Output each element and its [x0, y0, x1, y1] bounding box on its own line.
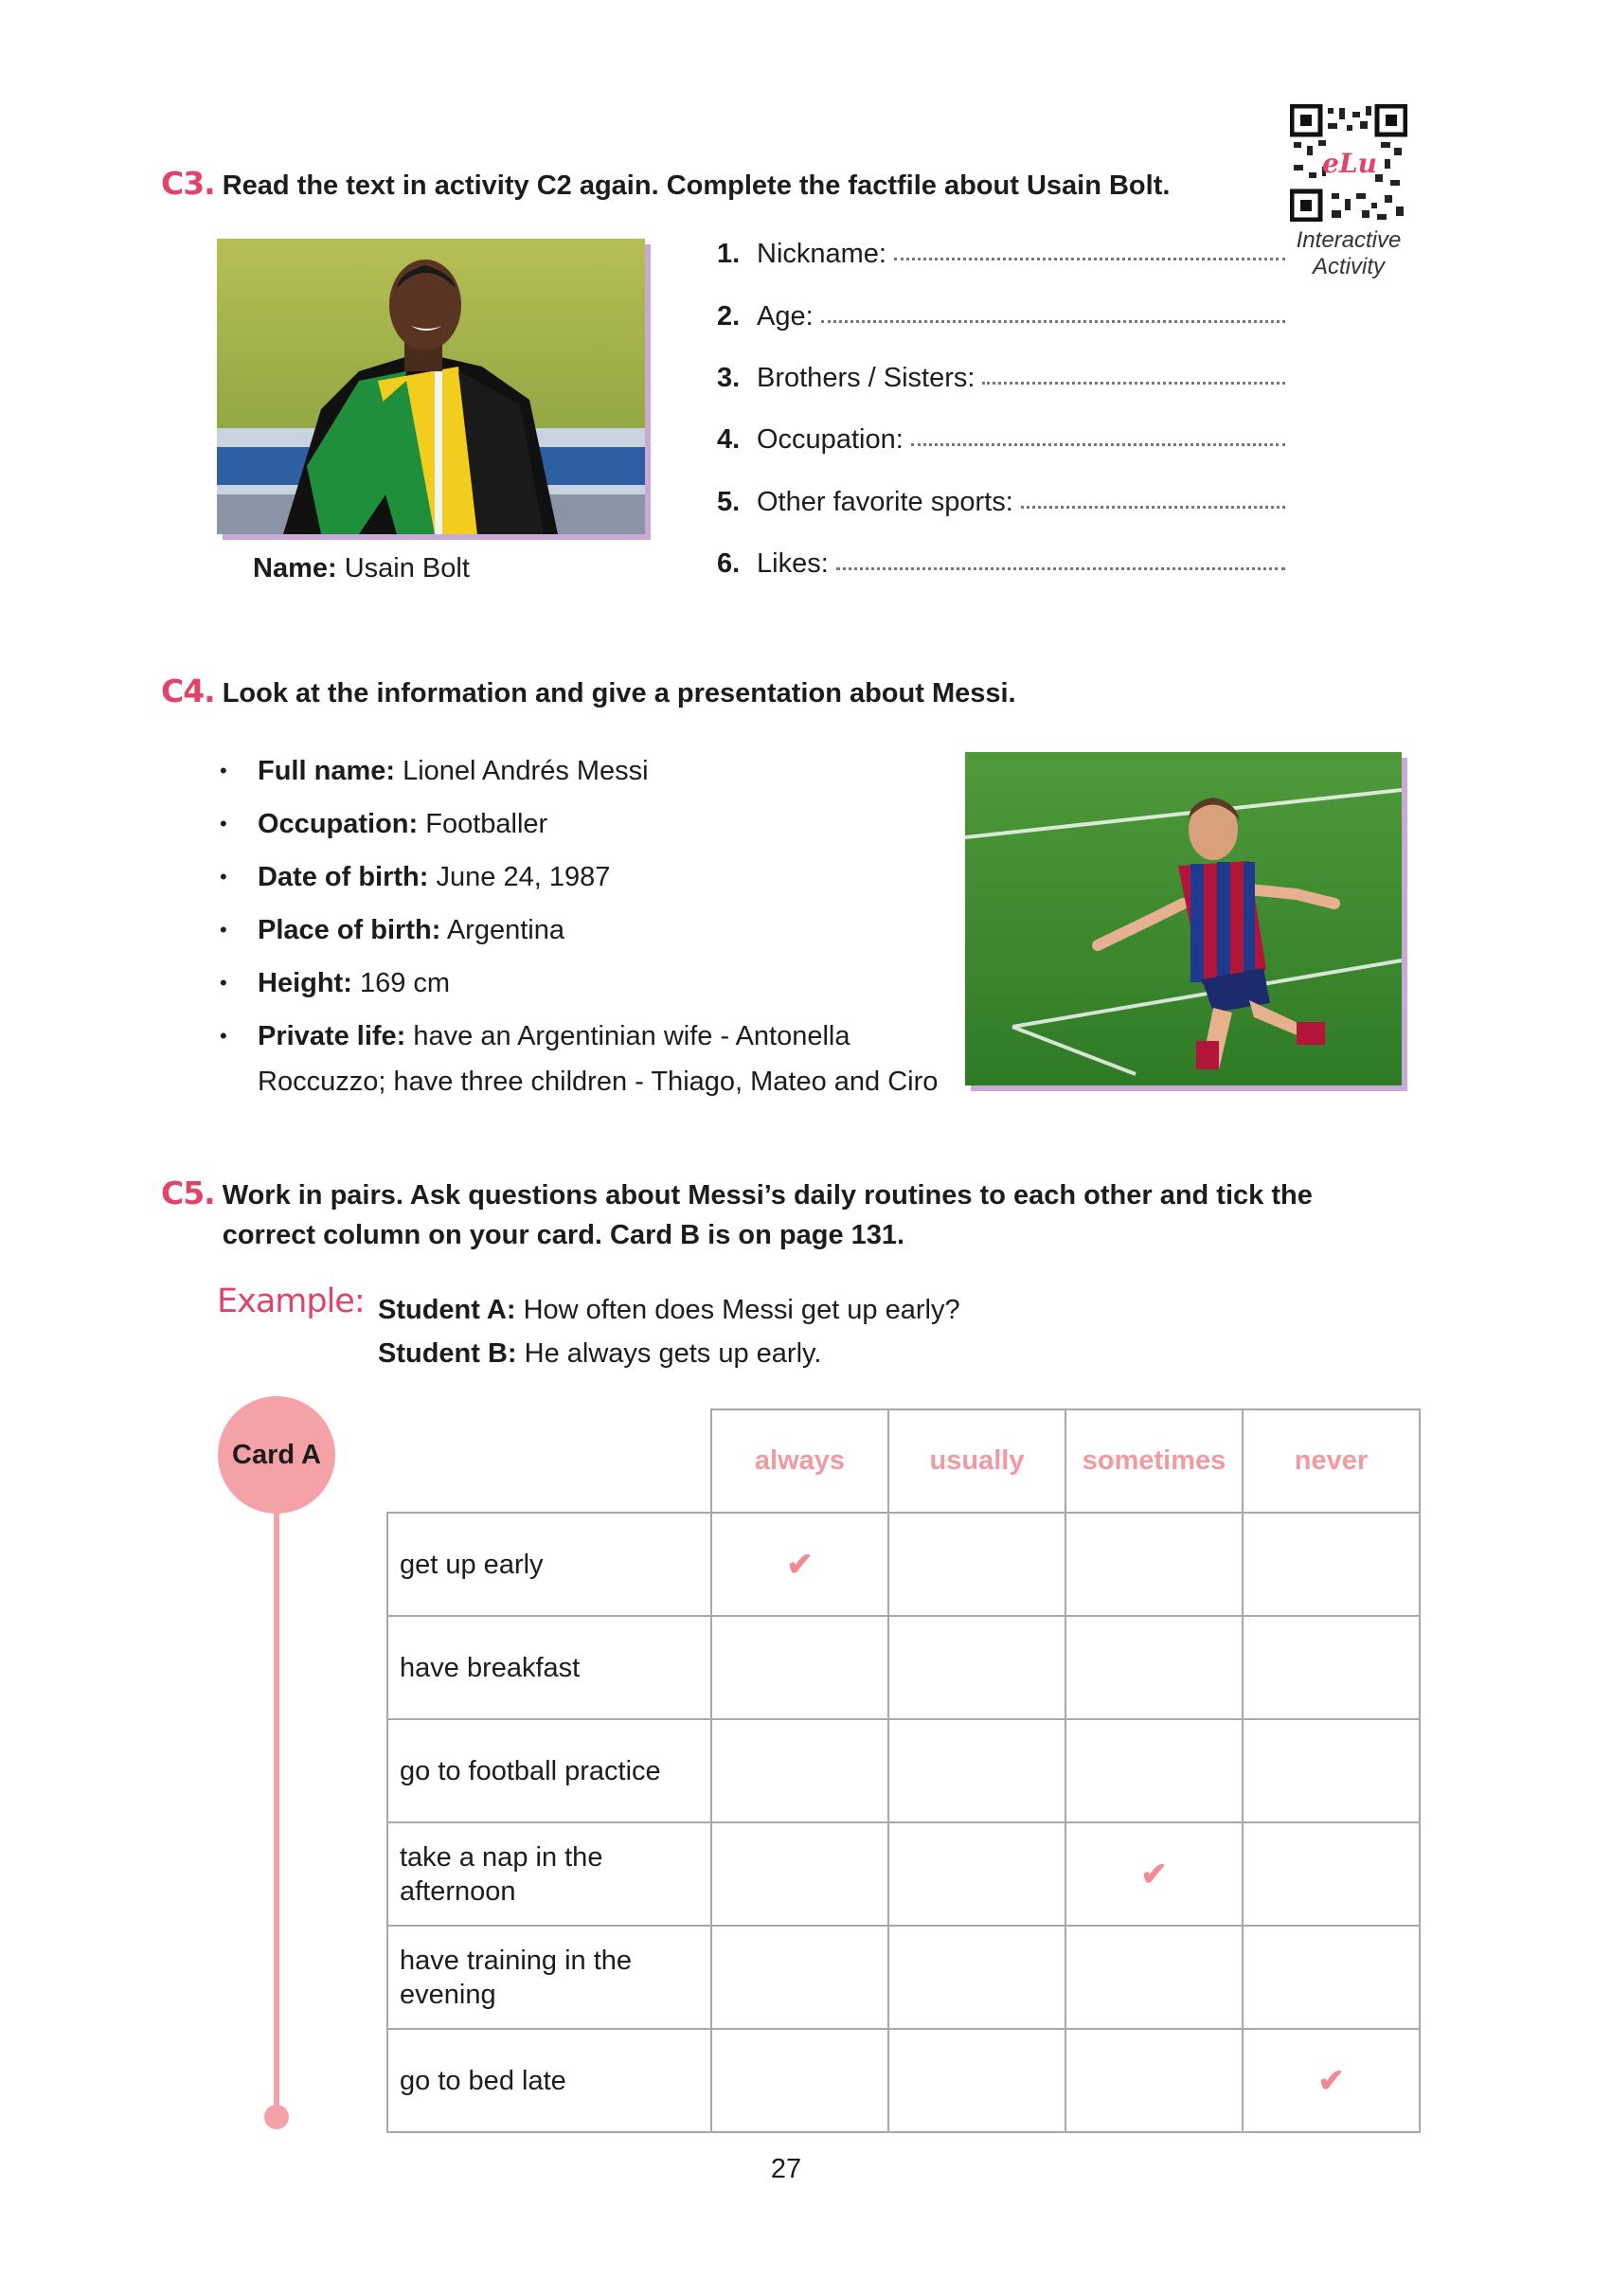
factfile-label: Age:	[757, 301, 814, 332]
tick-cell[interactable]	[711, 1616, 888, 1719]
table-row	[387, 2029, 1420, 2132]
fact-key: Private life:	[258, 1021, 406, 1051]
card-a-label: Card A	[232, 1439, 321, 1470]
fact-value: Argentina	[446, 915, 564, 945]
fact-key: Occupation:	[258, 809, 419, 839]
factfile-num: 3.	[717, 363, 741, 393]
factfile-num: 5.	[717, 487, 741, 517]
factfile-other-sports	[717, 487, 1285, 518]
column-header: never	[1243, 1409, 1420, 1513]
tick-cell[interactable]	[1243, 2029, 1420, 2132]
fact-value: have an Argentinian wife - Antonella Roccuzzo; have three children - Thiago, Mateo and Ciro	[258, 1021, 939, 1097]
column-header: sometimes	[1065, 1409, 1243, 1513]
tick-cell[interactable]	[711, 1822, 888, 1926]
factfile-age	[717, 301, 1285, 332]
table-header-row	[387, 1409, 1420, 1513]
c3-label: C3.	[161, 165, 215, 202]
factfile-label: Occupation:	[757, 424, 904, 455]
qr-caption-line1: Interactive	[1296, 227, 1402, 253]
tick-cell[interactable]	[1243, 1822, 1420, 1926]
example-line-a	[378, 1288, 960, 1332]
table-row	[387, 1719, 1420, 1822]
row-label: take a nap in the afternoon	[387, 1822, 711, 1926]
tick-cell[interactable]	[1065, 1719, 1243, 1822]
qr-caption-line2: Activity	[1312, 254, 1385, 279]
c4-header	[161, 673, 1016, 709]
c3-name-label: Name:	[253, 553, 337, 583]
tick-cell[interactable]	[888, 1513, 1065, 1616]
list-item	[220, 801, 958, 847]
column-header: always	[711, 1409, 888, 1513]
qr-caption	[1280, 227, 1417, 280]
c3-name-line	[253, 553, 470, 584]
tick-cell[interactable]	[888, 1926, 1065, 2029]
example-line-b	[378, 1332, 960, 1375]
tick-cell[interactable]	[1065, 1513, 1243, 1616]
fact-value: Footballer	[425, 809, 548, 839]
tick-cell[interactable]	[888, 1822, 1065, 1926]
card-a-pin-end	[264, 2105, 289, 2129]
check-icon: ✔	[786, 1546, 814, 1583]
answer-line[interactable]	[911, 442, 1285, 446]
factfile-siblings	[717, 363, 1285, 394]
speaker-b-text: He always gets up early.	[524, 1338, 822, 1369]
fact-value: June 24, 1987	[436, 862, 611, 892]
row-label: go to football practice	[387, 1719, 711, 1822]
speaker-a-text: How often does Messi get up early?	[523, 1295, 960, 1325]
c3-instruction: Read the text in activity C2 again. Complete the factfile about Usain Bolt.	[222, 170, 1171, 201]
answer-line[interactable]	[894, 257, 1285, 260]
answer-line[interactable]	[821, 319, 1285, 323]
tick-cell[interactable]	[711, 1513, 888, 1616]
tick-cell[interactable]	[888, 2029, 1065, 2132]
c3-name-value: Usain Bolt	[344, 553, 470, 583]
factfile-nickname	[717, 239, 1285, 270]
fact-value: 169 cm	[359, 968, 451, 998]
speaker-a: Student A:	[378, 1295, 516, 1325]
card-a-pin-line	[274, 1497, 279, 2117]
c5-header	[161, 1175, 1402, 1255]
tick-cell[interactable]	[1243, 1926, 1420, 2029]
factfile-num: 1.	[717, 239, 741, 269]
qr-code[interactable]	[1290, 104, 1407, 222]
factfile-label: Likes:	[757, 548, 829, 579]
c4-instruction: Look at the information and give a presentation about Messi.	[222, 678, 1016, 709]
column-header: usually	[888, 1409, 1065, 1513]
table-row	[387, 1513, 1420, 1616]
fact-key: Full name:	[258, 756, 396, 786]
tick-cell[interactable]	[1065, 1822, 1243, 1926]
tick-cell[interactable]	[711, 2029, 888, 2132]
qr-code-icon	[1290, 104, 1407, 222]
example-dialogue	[378, 1288, 960, 1375]
page-number: 27	[770, 2154, 802, 2184]
factfile-num: 6.	[717, 548, 741, 579]
answer-line[interactable]	[1021, 505, 1285, 509]
table-row	[387, 1926, 1420, 2029]
tick-cell[interactable]	[1065, 2029, 1243, 2132]
usain-bolt-photo	[217, 239, 645, 534]
factfile-label: Nickname:	[757, 239, 886, 269]
c5-label: C5.	[161, 1175, 215, 1211]
c3-header	[161, 165, 1170, 202]
table-row	[387, 1822, 1420, 1926]
factfile-likes	[717, 548, 1285, 580]
factfile-num: 4.	[717, 424, 741, 455]
tick-cell[interactable]	[888, 1719, 1065, 1822]
tick-cell[interactable]	[1243, 1513, 1420, 1616]
check-icon: ✔	[1140, 1856, 1168, 1892]
fact-value: Lionel Andrés Messi	[403, 756, 649, 786]
card-a-badge	[218, 1396, 335, 1514]
row-label: have training in the evening	[387, 1926, 711, 2029]
table-corner	[387, 1409, 711, 1513]
answer-line[interactable]	[982, 381, 1285, 385]
c5-instruction: Work in pairs. Ask questions about Messi’s daily routines to each other and tick the correct column on your card. Card B is on page 131.	[222, 1180, 1313, 1250]
factfile-label: Other favorite sports:	[757, 487, 1013, 517]
factfile-label: Brothers / Sisters:	[757, 363, 976, 393]
messi-photo	[965, 752, 1402, 1085]
example-label: Example:	[217, 1283, 365, 1320]
check-icon: ✔	[1317, 2062, 1345, 2099]
speaker-b: Student B:	[378, 1338, 517, 1369]
row-label: have breakfast	[387, 1616, 711, 1719]
fact-key: Height:	[258, 968, 352, 998]
tick-cell[interactable]	[888, 1616, 1065, 1719]
tick-cell[interactable]	[1065, 1926, 1243, 2029]
routine-table	[386, 1408, 1421, 2133]
tick-cell[interactable]	[711, 1926, 888, 2029]
factfile-num: 2.	[717, 301, 741, 332]
tick-cell[interactable]	[711, 1719, 888, 1822]
list-item	[220, 854, 958, 900]
table-row	[387, 1616, 1420, 1719]
list-item	[220, 907, 958, 953]
factfile-occupation	[717, 424, 1285, 456]
tick-cell[interactable]	[1243, 1719, 1420, 1822]
tick-cell[interactable]	[1243, 1616, 1420, 1719]
row-label: go to bed late	[387, 2029, 711, 2132]
fact-key: Place of birth:	[258, 915, 441, 945]
messi-facts-list	[220, 748, 958, 1104]
qr-brand: eLu	[1322, 148, 1377, 179]
answer-line[interactable]	[836, 566, 1285, 570]
list-item	[220, 748, 958, 794]
list-item	[220, 1013, 958, 1104]
c4-label: C4.	[161, 673, 215, 709]
row-label: get up early	[387, 1513, 711, 1616]
list-item	[220, 960, 958, 1006]
fact-key: Date of birth:	[258, 862, 429, 892]
tick-cell[interactable]	[1065, 1616, 1243, 1719]
